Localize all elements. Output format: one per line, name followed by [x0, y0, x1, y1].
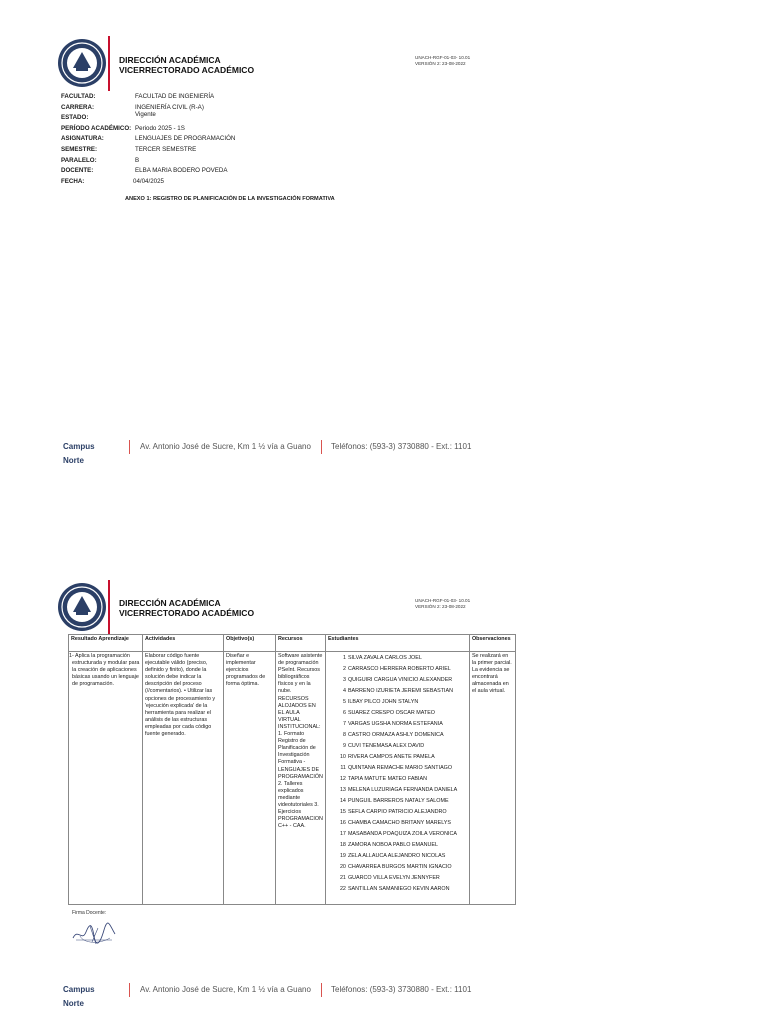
info-row: PARALELO: B: [61, 156, 140, 164]
student-number: 19: [339, 853, 346, 859]
footer-separator: [321, 440, 322, 454]
student-item: [328, 763, 467, 774]
document-code: UNACH-RGF-01-03- 10.01 VERSIÓN 2: 23-08-2022: [415, 55, 471, 66]
annex-title: ANEXO 1: REGISTRO DE PLANIFICACIÓN DE LA INVESTIGACIÓN FORMATIVA: [125, 196, 335, 202]
student-number: 12: [339, 776, 346, 782]
footer-separator: [129, 440, 130, 454]
student-number: 15: [339, 809, 346, 815]
students-list: [328, 653, 467, 895]
student-item: [328, 851, 467, 862]
student-number: 2: [342, 666, 346, 672]
student-item: [328, 741, 467, 752]
footer-phone: Teléfonos: (593-3) 3730880 - Ext.: 1101: [331, 442, 472, 451]
student-name: CHAVARREA BURGOS MARTIN IGNACIO: [347, 864, 452, 870]
student-number: 16: [339, 820, 346, 826]
signature-icon: [70, 918, 118, 948]
info-row: CARRERA: INGENIERÍA CIVIL (R-A): [61, 103, 204, 111]
student-name: SANTILLAN SAMANIEGO KEVIN AARON: [347, 886, 450, 892]
student-number: 3: [342, 677, 346, 683]
header-title: DIRECCIÓN ACADÉMICA VICERRECTORADO ACADÉMICO: [119, 598, 255, 618]
student-item: [328, 664, 467, 675]
student-number: 1: [342, 655, 346, 661]
student-name: GUARCO VILLA EVELYN JENNYFER: [347, 875, 440, 881]
info-row: DOCENTE: ELBA MARIA BODERO POVEDA: [61, 167, 228, 175]
info-block: [61, 92, 661, 187]
student-name: CASTRO ORMAZA ASHLY DOMENICA: [347, 732, 444, 738]
student-number: 20: [339, 864, 346, 870]
header-actividades: Actividades: [143, 635, 224, 652]
student-name: MASABANDA POAQUIZA ZOILA VERONICA: [347, 831, 457, 837]
student-number: 18: [339, 842, 346, 848]
header-observaciones: Observaciones: [469, 635, 515, 652]
footer-campus: Campus Norte: [63, 985, 95, 1008]
header-divider: [108, 36, 110, 91]
cell-resultado: [69, 652, 143, 905]
student-name: PUNGUIL BARREROS NATALY SALOME: [347, 798, 449, 804]
student-number: 4: [342, 688, 346, 694]
header-divider: [108, 580, 110, 634]
cell-observaciones: Se realizará en la primer parcial. La evidencia se encontrará almacenada en el aula virtual.: [469, 652, 515, 905]
cell-recursos: Software asistente de programación PSeInt. Recursos bibliográficos físicos y en la nube. RECURSOS ALOJADOS EN EL AULA VIRTUAL INSTITUCIONAL: 1. Formato Registro de Planificación de Investigación Formativa - LENGUAJES DE PROGRAMACIÓN 2. Talleres explicados mediante videotutoriales 3. Ejercicios PROGRAMACION C++ - CAA.: [276, 652, 326, 905]
cell-estudiantes: [325, 652, 469, 905]
student-item: [328, 730, 467, 741]
table-header-row: [69, 635, 516, 652]
footer-campus: Campus Norte: [63, 442, 95, 465]
student-item: [328, 807, 467, 818]
student-number: 17: [339, 831, 346, 837]
footer-separator: [129, 983, 130, 997]
student-name: MELENA LUZURIAGA FERNANDA DANIELA: [347, 787, 458, 793]
student-name: ZELA ALLAUCA ALEJANDRO NICOLAS: [347, 853, 446, 859]
student-item: [328, 686, 467, 697]
student-name: ZAMORA NOBOA PABLO EMANUEL: [347, 842, 439, 848]
student-number: 6: [342, 710, 346, 716]
student-name: ILBAY PILCO JOHN STALYN: [347, 699, 419, 705]
student-item: [328, 675, 467, 686]
student-name: CARRASCO HERRERA ROBERTO ARIEL: [347, 666, 451, 672]
student-item: [328, 840, 467, 851]
planning-table: [68, 634, 516, 905]
info-row: ESTADO: Vigente: [61, 111, 156, 122]
table-row: [69, 652, 516, 905]
student-name: SUAREZ CRESPO OSCAR MATEO: [347, 710, 435, 716]
document-code: UNACH-RGF-01-03- 10.01 VERSIÓN 2: 23-08-2022: [415, 598, 471, 609]
result-number: 1: [69, 653, 72, 659]
footer-separator: [321, 983, 322, 997]
header-resultado: Resultado Aprendizaje: [69, 635, 143, 652]
student-number: 9: [342, 743, 346, 749]
header-estudiantes: Estudiantes: [325, 635, 469, 652]
info-row: FECHA: 04/04/2025: [61, 177, 164, 185]
student-item: [328, 719, 467, 730]
student-item: [328, 708, 467, 719]
footer-phone: Teléfonos: (593-3) 3730880 - Ext.: 1101: [331, 985, 472, 994]
cell-objetivos: Diseñar e implementar ejercicios programados de forma óptima.: [224, 652, 276, 905]
student-item: [328, 862, 467, 873]
cell-actividades: Elaborar código fuente ejecutable válido (preciso, definido y finito), donde la solución debe indicar la descripción del proceso (//comentarios). • Utilizar las opciones de procesamiento y 'ejecución explicada' de la herramienta para realizar el análisis de las estructuras empleadas por cada código fuente generado.: [143, 652, 224, 905]
student-name: VARGAS UGSHA NORMA ESTEFANIA: [347, 721, 443, 727]
student-item: [328, 829, 467, 840]
student-number: 11: [340, 765, 346, 771]
student-item: [328, 774, 467, 785]
student-item: [328, 884, 467, 895]
student-number: 21: [339, 875, 346, 881]
student-item: [328, 653, 467, 664]
student-number: 7: [342, 721, 346, 727]
info-row: ASIGNATURA: LENGUAJES DE PROGRAMACIÓN: [61, 135, 236, 143]
student-number: 13: [339, 787, 346, 793]
student-name: QUIGUIRI CARGUA VINICIO ALEXANDER: [347, 677, 453, 683]
university-seal-icon: [57, 582, 107, 632]
info-row: SEMESTRE: TERCER SEMESTRE: [61, 145, 197, 153]
student-name: BARRENO IZURIETA JEREMI SEBASTIAN: [347, 688, 453, 694]
student-name: CUVI TENEMASA ALEX DAVID: [347, 743, 425, 749]
student-name: TAPIA MATUTE MATEO FABIAN: [347, 776, 428, 782]
footer-address: Av. Antonio José de Sucre, Km 1 ½ vía a Guano: [140, 985, 311, 994]
student-item: [328, 796, 467, 807]
document-page-2: [0, 512, 768, 1024]
result-text: - Aplica la programación estructurada y modular para la creación de aplicaciones básicas usando un lenguaje de programación.: [72, 653, 140, 688]
student-item: [328, 752, 467, 763]
student-number: 8: [342, 732, 346, 738]
student-name: RIVERA CAMPOS ANETE PAMELA: [347, 754, 435, 760]
header-title: DIRECCIÓN ACADÉMICA VICERRECTORADO ACADÉMICO: [119, 55, 255, 75]
footer-address: Av. Antonio José de Sucre, Km 1 ½ vía a Guano: [140, 442, 311, 451]
student-item: [328, 785, 467, 796]
header-recursos: Recursos: [276, 635, 326, 652]
student-name: SILVA ZAVALA CARLOS JOEL: [347, 655, 422, 661]
university-seal-icon: [57, 38, 107, 88]
signature-label: Firma Docente:: [72, 910, 107, 916]
student-item: [328, 697, 467, 708]
student-name: SEFLA CARPIO PATRICIO ALEJANDRO: [347, 809, 447, 815]
student-name: CHAMBA CAMACHO BRITANY MARELYS: [347, 820, 451, 826]
student-number: 10: [339, 754, 346, 760]
header-objetivos: Objetivo(s): [224, 635, 276, 652]
student-number: 5: [342, 699, 346, 705]
student-item: [328, 873, 467, 884]
info-row: PERÍODO ACADÉMICO: Periodo 2025 - 1S: [61, 124, 185, 132]
student-name: QUINTANA REMACHE MARIO SANTIAGO: [347, 765, 453, 771]
student-number: 14: [339, 798, 346, 804]
info-row: FACULTAD: FACULTAD DE INGENIERÍA: [61, 93, 215, 100]
student-item: [328, 818, 467, 829]
student-number: 22: [339, 886, 346, 892]
